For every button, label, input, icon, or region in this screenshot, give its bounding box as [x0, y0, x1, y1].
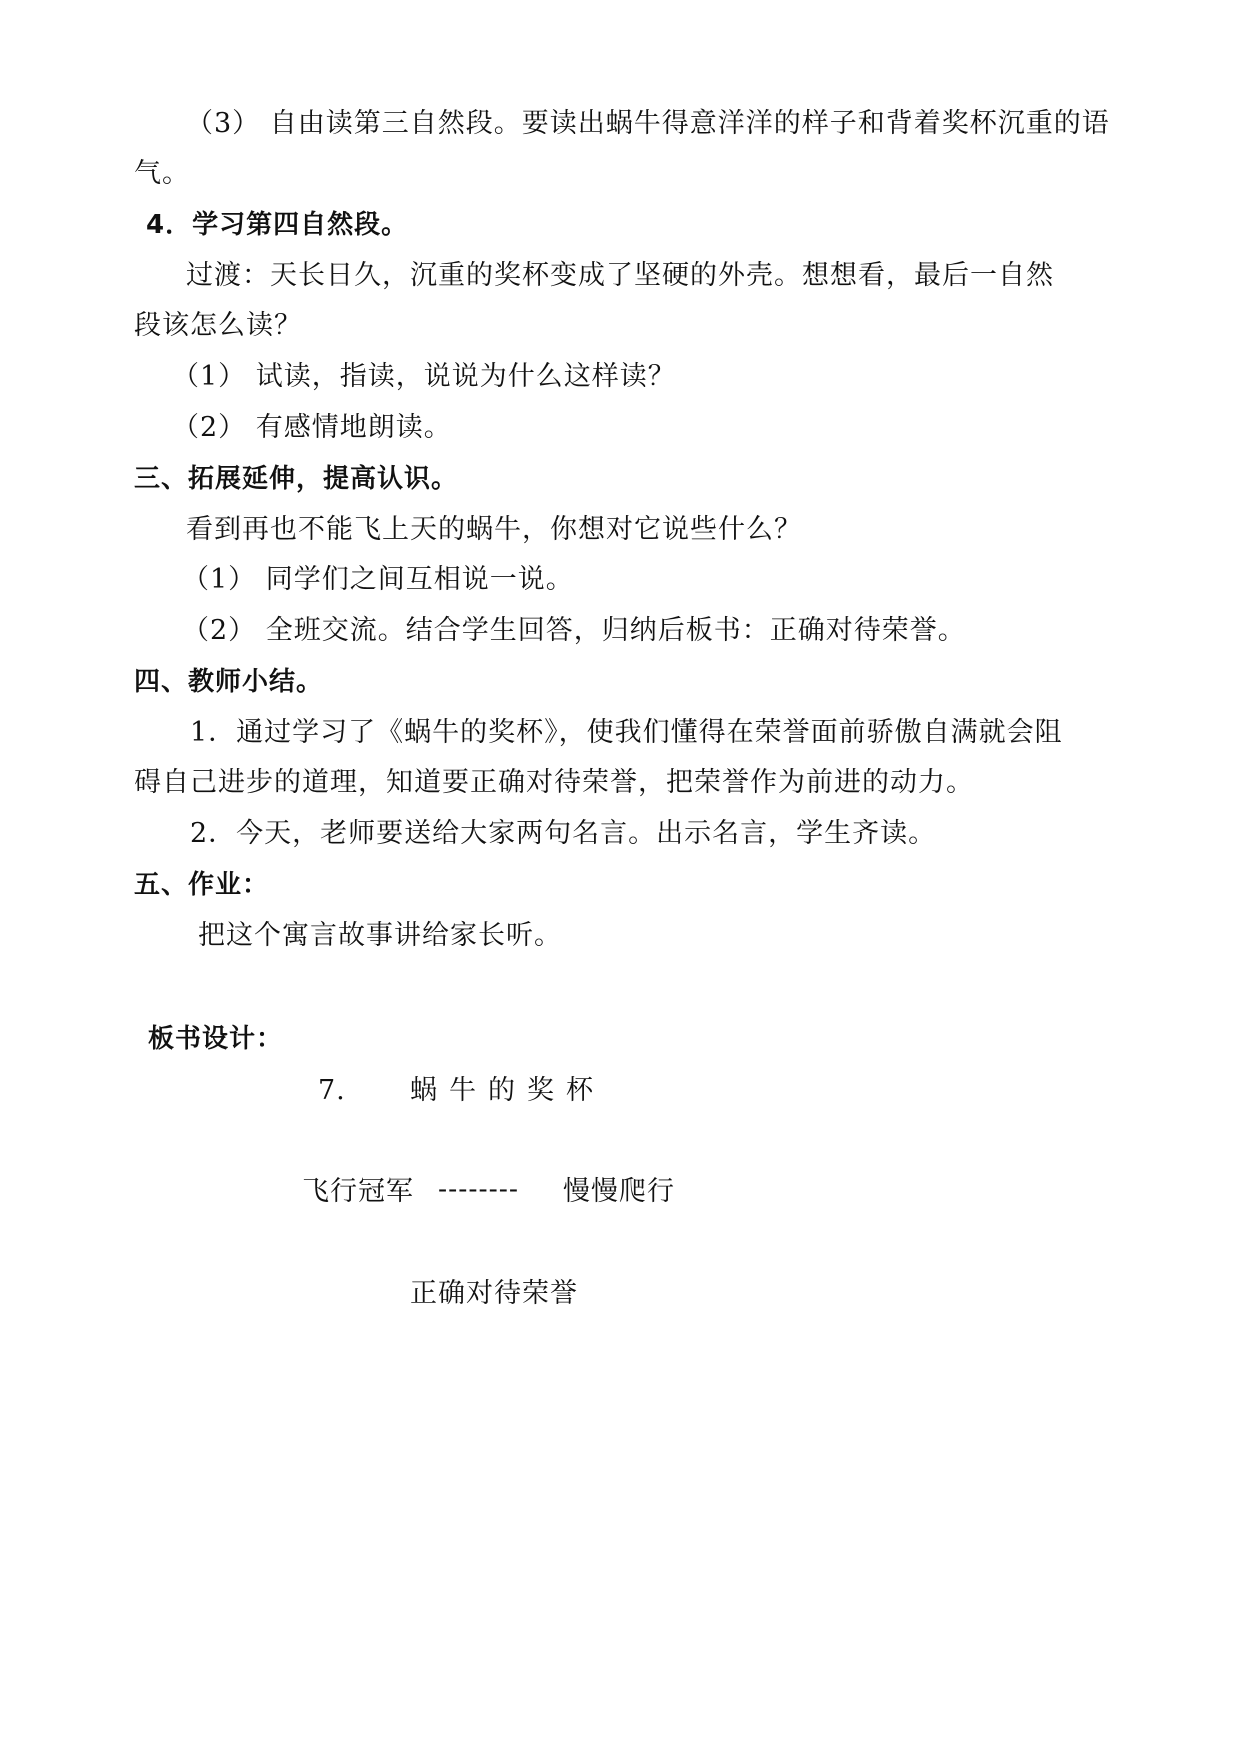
list-item: （2） 有感情地朗读。	[172, 412, 452, 443]
board-conclusion: 正确对待荣誉	[410, 1278, 578, 1309]
section-heading: 三、拓展延伸，提高认识。	[134, 464, 459, 494]
paragraph-line: （3） 自由读第三自然段。要读出蜗牛得意洋洋的样子和背着奖杯沉重的语	[186, 108, 1110, 139]
paragraph-line: 过渡：天长日久，沉重的奖杯变成了坚硬的外壳。想想看，最后一自然	[186, 260, 1054, 291]
paragraph-line: 2．今天，老师要送给大家两句名言。出示名言，学生齐读。	[190, 818, 937, 849]
paragraph-line: 1．通过学习了《蜗牛的奖杯》，使我们懂得在荣誉面前骄傲自满就会阻	[190, 717, 1063, 748]
section-heading: 4．学习第四自然段。	[146, 210, 409, 240]
paragraph-line: 碍自己进步的道理，知道要正确对待荣誉，把荣誉作为前进的动力。	[134, 767, 974, 798]
list-item: （1） 试读，指读，说说为什么这样读？	[172, 361, 676, 392]
paragraph-line: 气。	[134, 158, 190, 189]
list-item: （2） 全班交流。结合学生回答，归纳后板书：正确对待荣誉。	[182, 615, 966, 646]
board-dashes: --------	[438, 1174, 519, 1205]
board-left-term: 飞行冠军	[302, 1176, 414, 1207]
board-right-term: 慢慢爬行	[563, 1176, 675, 1207]
board-heading: 板书设计：	[148, 1024, 284, 1054]
board-title: 蜗牛的奖杯	[410, 1075, 605, 1106]
section-heading: 四、教师小结。	[134, 667, 324, 697]
list-item: （1） 同学们之间互相说一说。	[182, 564, 574, 595]
section-heading: 五、作业：	[134, 870, 270, 900]
paragraph-line: 把这个寓言故事讲给家长听。	[198, 920, 562, 951]
paragraph-line: 段该怎么读？	[134, 310, 302, 341]
paragraph-line: 看到再也不能飞上天的蜗牛，你想对它说些什么？	[186, 514, 802, 545]
board-number: 7.	[318, 1075, 346, 1106]
